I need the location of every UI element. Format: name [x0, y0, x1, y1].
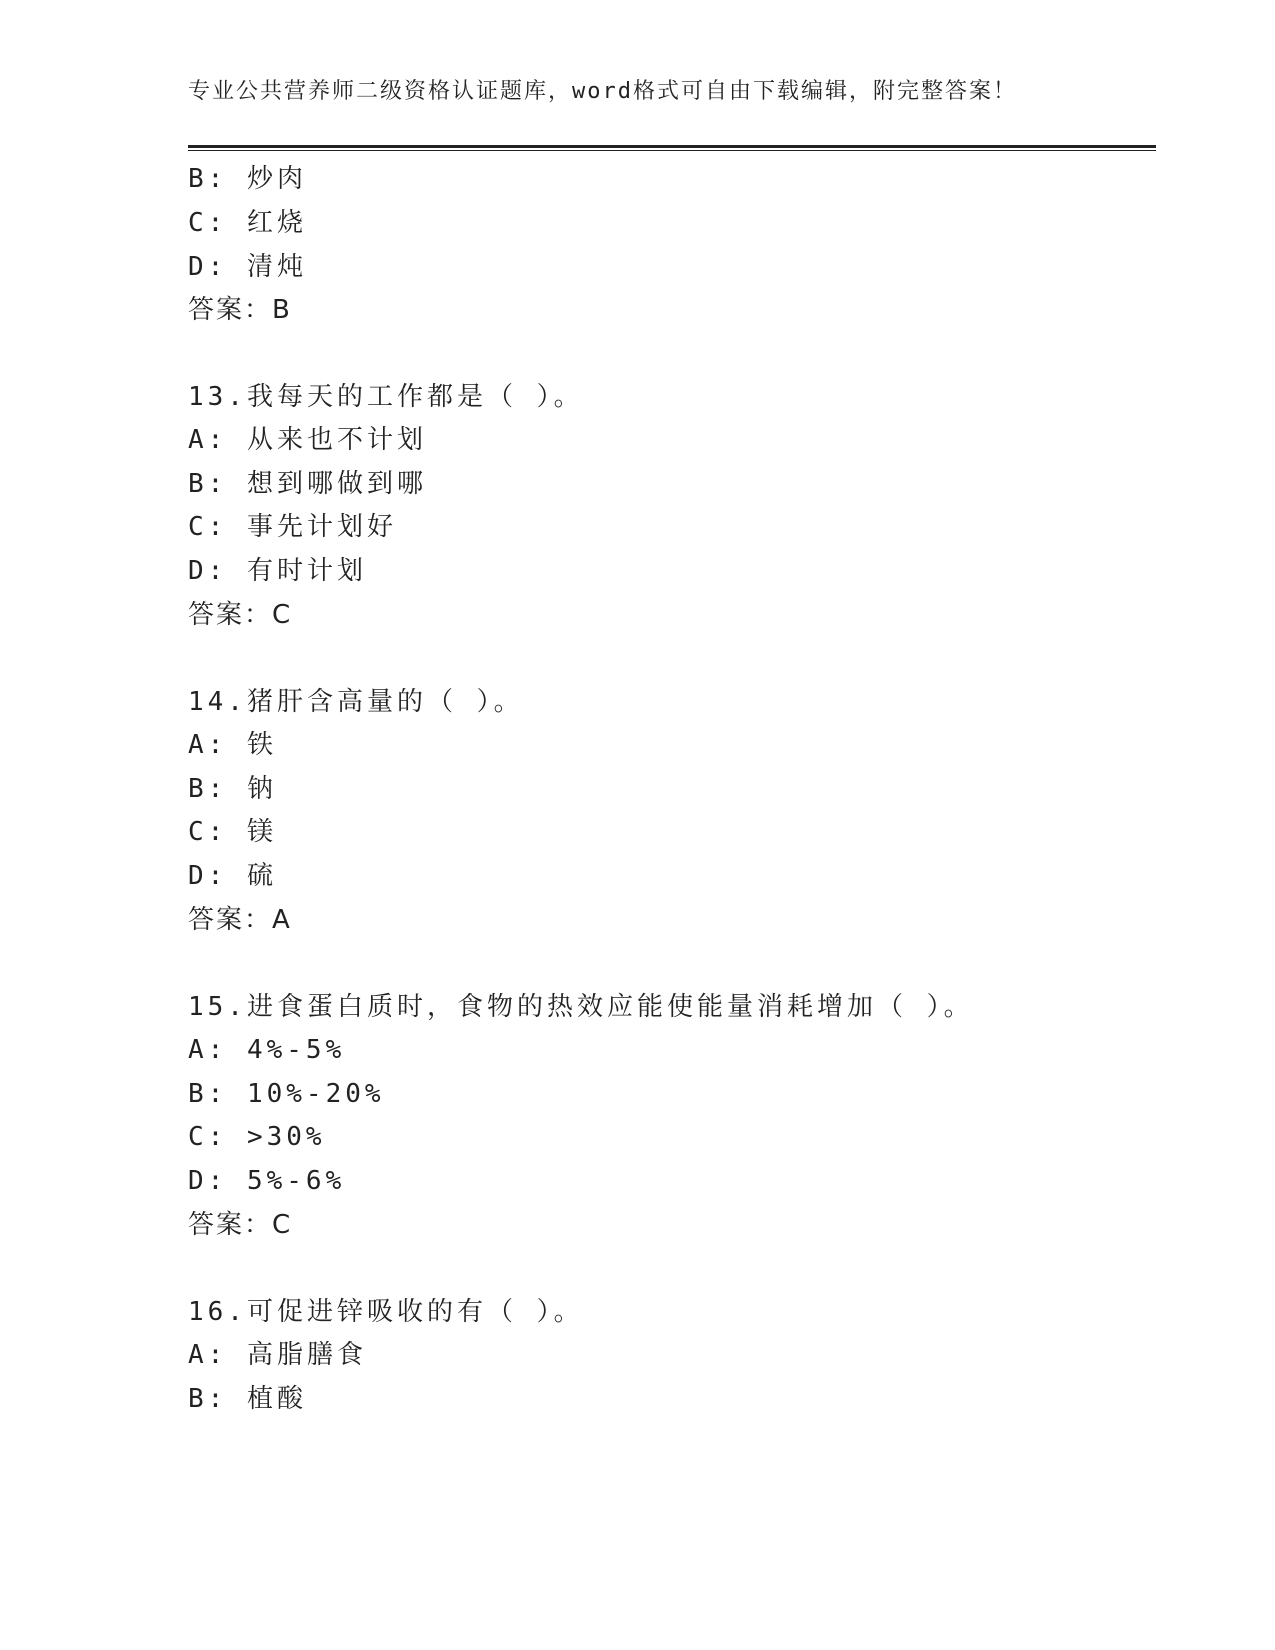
page-header: 专业公共营养师二级资格认证题库，word格式可自由下载编辑，附完整答案！ [188, 79, 1017, 104]
question-stem: 13.我每天的工作都是（ ）。 [188, 382, 584, 412]
option-line: C: >30% [188, 1122, 326, 1152]
answer-line: 答案：A [188, 905, 292, 935]
option-line: B: 炒肉 [188, 164, 307, 194]
option-line: D: 清炖 [188, 252, 307, 282]
option-line: D: 5%-6% [188, 1166, 346, 1196]
option-line: A: 高脂膳食 [188, 1340, 367, 1370]
option-line: C: 红烧 [188, 208, 307, 238]
answer-line: 答案：C [188, 600, 293, 630]
answer-line: 答案：C [188, 1210, 293, 1240]
question-stem: 15.进食蛋白质时，食物的热效应能使能量消耗增加（ ）。 [188, 992, 974, 1022]
option-line: D: 有时计划 [188, 556, 367, 586]
option-line: B: 钠 [188, 774, 277, 804]
option-line: A: 从来也不计划 [188, 425, 427, 455]
option-line: D: 硫 [188, 861, 277, 891]
option-line: B: 想到哪做到哪 [188, 469, 427, 499]
header-divider-thick [188, 145, 1156, 148]
option-line: A: 铁 [188, 730, 277, 760]
header-divider-thin [188, 150, 1156, 151]
option-line: B: 10%-20% [188, 1079, 385, 1109]
option-line: C: 镁 [188, 817, 277, 847]
answer-line: 答案：B [188, 295, 292, 325]
question-stem: 14.猪肝含高量的（ ）。 [188, 687, 524, 717]
option-line: C: 事先计划好 [188, 512, 397, 542]
question-stem: 16.可促进锌吸收的有（ ）。 [188, 1297, 584, 1327]
option-line: B: 植酸 [188, 1384, 307, 1414]
option-line: A: 4%-5% [188, 1035, 346, 1065]
